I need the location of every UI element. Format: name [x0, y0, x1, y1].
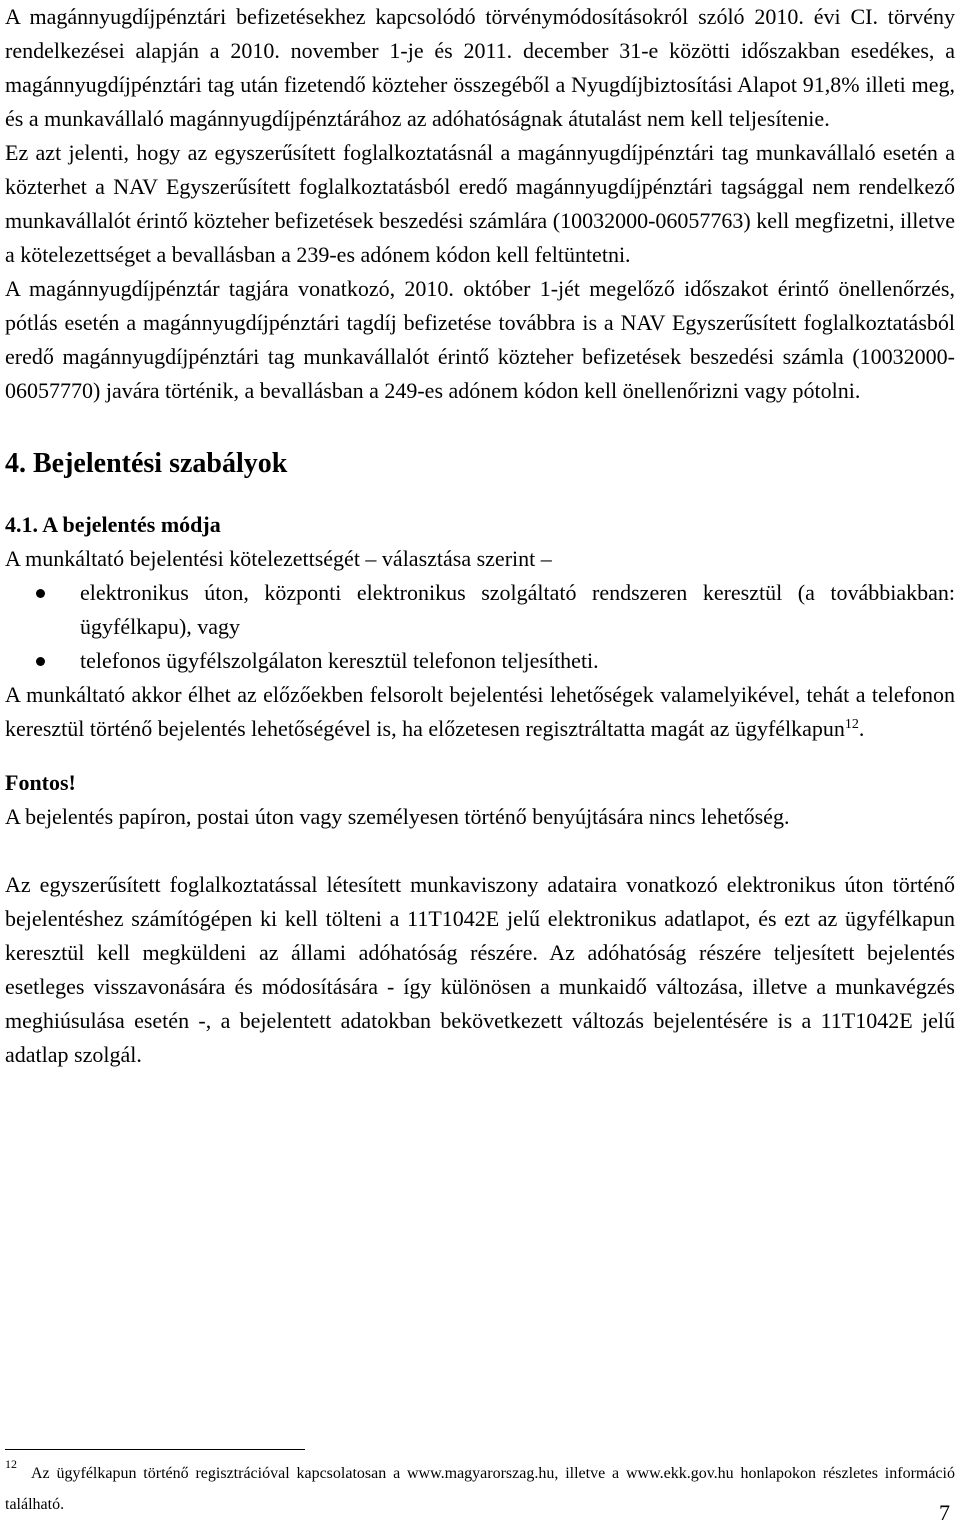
- nav-account-paragraph: Ez azt jelenti, hogy az egyszerűsített foglalkoztatásnál a magánnyugdíjpénztári tag munkavállaló esetén a közterhet a NAV Egyszerűsített foglalkoztatásból eredő magánnyugdíjpénztári tagsággal nem rendelkező munkavállalót érintő közteher befizetések beszedési számlára (10032000-06057763) kell megfizetni, illetve a kötelezettséget a bevallásban a 239-es adónem kódon kell feltüntetni.: [5, 140, 955, 267]
- footnote: [5, 1458, 955, 1520]
- list-item: [5, 644, 955, 678]
- self-revision-paragraph: A magánnyugdíjpénztár tagjára vonatkozó, 2010. október 1-jét megelőző időszakot érintő önellenőrzés, pótlás esetén a magánnyugdíjpénztári tagdíj befizetése továbbra is a NAV Egyszerűsített foglalkoztatásból eredő magánnyugdíjpénztári tag munkavállalót érintő közteher befizetések beszedési számla (10032000-06057770) javára történik, a bevallásban a 249-es adónem kódon kell önellenőrizni vagy pótolni.: [5, 276, 955, 403]
- footnote-text: Az ügyfélkapun történő regisztrációval kapcsolatosan a www.magyarorszag.hu, illetve a www.ekk.gov.hu honlapokon részletes információ található.: [5, 1465, 955, 1513]
- bullet-icon: [36, 589, 45, 598]
- notice-paragraph: A bejelentés papíron, postai úton vagy személyesen történő benyújtására nincs lehetőség.: [5, 804, 790, 829]
- registration-text: A munkáltató akkor élhet az előzőekben felsorolt bejelentési lehetőségek valamelyikével, tehát a telefonon keresztül történő bejelentés lehetőségével is, ha előzetesen regisztráltatta magát az ügyfélkapun: [5, 682, 955, 741]
- section-heading: 4. Bejelentési szabályok: [5, 448, 288, 479]
- bullet-icon: [36, 657, 45, 666]
- footnote-mark: 12: [5, 1457, 17, 1471]
- footnote-separator: [5, 1449, 305, 1450]
- reporting-methods-list: [5, 576, 955, 678]
- list-item: [5, 576, 955, 644]
- registration-period: .: [858, 716, 865, 741]
- list-item-text: telefonos ügyfélszolgálaton keresztül telefonon teljesítheti.: [80, 648, 599, 673]
- list-item-text: elektronikus úton, központi elektronikus szolgáltató rendszeren keresztül (a továbbiakban: ügyfélkapu), vagy: [80, 580, 955, 639]
- subsection-heading: 4.1. A bejelentés módja: [5, 512, 221, 537]
- registration-paragraph: [5, 678, 955, 746]
- lead-paragraph: A munkáltató bejelentési kötelezettségét – választása szerint –: [5, 546, 552, 571]
- footnote-reference: 12: [844, 717, 859, 732]
- notice-heading: Fontos!: [5, 770, 76, 795]
- document-page: [5, 0, 955, 1072]
- intro-paragraph: A magánnyugdíjpénztári befizetésekhez kapcsolódó törvénymódosításokról szóló 2010. évi CI. törvény rendelkezései alapján a 2010. november 1-je és 2011. december 31-e közötti időszakban esedékes, a magánnyugdíjpénztári tag után fizetendő közteher összegéből a Nyugdíjbiztosítási Alapot 91,8% illeti meg, és a munkavállaló magánnyugdíjpénztárához az adóhatóságnak átutalást nem kell teljesítenie.: [5, 4, 955, 131]
- page-number: 7: [939, 1500, 950, 1525]
- closing-paragraph: Az egyszerűsített foglalkoztatással létesített munkaviszony adataira vonatkozó elektronikus úton történő bejelentéshez számítógépen ki kell tölteni a 11T1042E jelű elektronikus adatlapot, és ezt az ügyfélkapun keresztül kell megküldeni az állami adóhatóság részére. Az adóhatóság részére teljesített bejelentés esetleges visszavonására és módosítására - így különösen a munkaidő változása, illetve a munkavégzés meghiúsulása esetén -, a bejelentett adatokban bekövetkezett változás bejelentésére is a 11T1042E jelű adatlap szolgál.: [5, 872, 955, 1067]
